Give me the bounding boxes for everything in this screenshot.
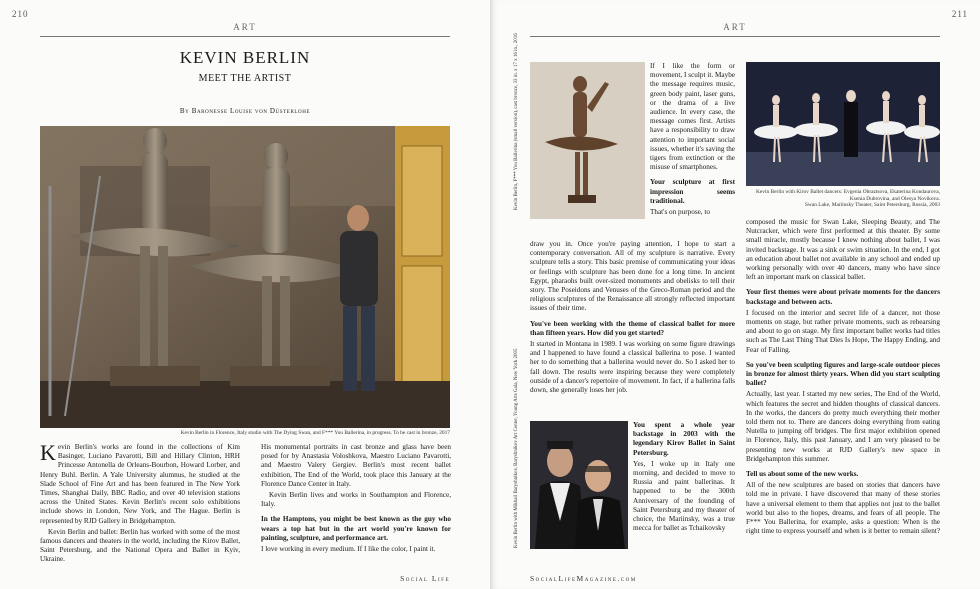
portrait-photo	[530, 421, 628, 549]
portraits-paragraph: His monumental portraits in cast bronze and glass have been posed for by Anastasia Voloshkova, Maestro Luciano Pavarotti, and Maestro Valery Gergiev. Berlin's most recent ballet exhibition, The End of the World, took place this January at the Florence Dance Center in Italy.	[261, 443, 451, 488]
question-backstage: You spent a whole year backstage in 2003 with the legendary Kirov Ballet in Saint Petersburg.	[633, 421, 735, 457]
footer-website: SocialLifeMagazine.com	[530, 574, 637, 583]
ballet-caption-line-2: Ksenia Dubrovina, and Olesya Novikova.	[849, 195, 940, 202]
answer-private-moments: I focused on the interior and secret life of a dancer, not those moments on stage, but rather private moments, such as rehearsing and about to go on stage. My first important ballet works had titles such as The Last Thing That Dies Is Hope, The Happy Ending, and Fear of Falling.	[746, 308, 940, 354]
answer-traditional-start: That's on purpose, to	[650, 208, 710, 217]
footer-magazine: Social Life	[400, 574, 450, 583]
answer-traditional: draw you in. Once you're paying attention, I hope to start a contemporary conversation. All of my sculpture is narrative. Every sculpture tells a story. This basic premise of communicating your ideas or feelings with sculpture has been done for a long time. In ancient Egypt, pharaohs built over-sized monuments and obelisks to tell their story. The Poseidons and Venuses of the Greco-Roman period and the religious sculptures of the Renaissance all strongly reflected important issues of their time.	[530, 240, 735, 313]
page-number: 210	[12, 9, 29, 19]
first-column	[530, 240, 735, 397]
studio-photo-image	[40, 126, 450, 428]
ballet-caption	[746, 189, 940, 209]
portrait-photo-image	[530, 421, 628, 549]
page-number: 211	[951, 9, 968, 19]
answer-backstage-start: Yes, I woke up in Italy one morning, and decided to move to Russia and paint ballerinas. It happened to be the 300th Anniversary of the founding of Saint Petersburg and my theater of choice, the Mariinsky, was a true mecca for ballet as Tchaikovsky	[633, 459, 735, 533]
mariinsky-paragraph: composed the music for Swan Lake, Sleeping Beauty, and The Nutcracker, which were first performed at this theater. By some small miracle, mostly because I knew nothing about ballet, I was invited backstage. It was a sink or swim situation. In the end, I got an education about ballet not available in any school and ended up working personally with over 40 dancers, many who have since left an important mark on classical ballet.	[746, 218, 940, 282]
question-sculpting-ballet: So you've been sculpting figures and large-scale outdoor pieces in bronze for almost thirty years. When did you start sculpting ballet?	[746, 360, 940, 388]
answer-new-works: All of the new sculptures are based on stories that dancers have told me in private. I have discovered that many of these stories have a universal element to them that applies not just to the ballet world but also to the hopes, dreams, and fears of all people. The F*** You Ballerina, for example, asks a question: When is the right time to express yourself and when is it better to remain silent?	[746, 481, 941, 536]
portrait-caption: Kevin Berlin with Mikhail Baryshnikov, Baryshnikov Art Center, Young Arts Gala, New York 2005	[514, 348, 519, 548]
right-page	[490, 0, 980, 589]
section-label: ART	[233, 22, 257, 32]
article-title: KEVIN BERLIN	[179, 48, 311, 67]
header-rule	[530, 36, 940, 37]
residence-paragraph: Kevin Berlin lives and works in Southampton and Florence, Italy.	[261, 491, 451, 509]
intro-paragraph: Kevin Berlin's works are found in the collections of Kim Basinger, Luciano Pavarotti, Bill and Hillary Clinton, HRH Princesse Antonella de Orleans-Bourbon, Howard Lorber, and Henry Buhl. Berlin. A Yale University alumnus, he studied at the Slade School of Fine Art and has been featured in The New York Times, Shanghai Daily, BBC Radio, and over 40 television stations across the United States. Kevin Berlin's recent solo exhibitions include shows in London, New York, and The Hague. Berlin is represented by RJD Gallery in Bridgehampton.	[40, 440, 240, 525]
sculpture-caption: Kevin Berlin, F*** You Ballerina (small version), cast bronze, 33 in. x 17 x 16 in., 2016	[514, 33, 519, 210]
message-paragraph: If I like the form or movement, I sculpt it. Maybe the message requires music, green body paint, laser guns, or the drama of a live audience. In every case, the message comes first. Artists have a responsibility to draw attention to important social issues, whether it's saving the tigers from extinction or the misuse of smartphones.	[650, 62, 735, 172]
question-new-works: Tell us about some of the new works.	[746, 470, 859, 479]
ballet-caption-line-1: Kevin Berlin with Kirov Ballet dancers: Evgenia Obraztsova, Ekaterina Kondaurova,	[756, 189, 940, 195]
intro-column-right	[650, 62, 735, 219]
question-ballet-start: You've been working with the theme of classical ballet for more than fifteen years. How did you get started?	[530, 319, 735, 337]
section-label: ART	[723, 22, 747, 32]
question-traditional: Your sculpture at first impression seems traditional.	[650, 178, 735, 205]
intro-column	[40, 440, 240, 567]
answer-ballet-start: It started in Montana in 1989. I was working on some figure drawings and I happened to have found a classical ballerina to pose. I wanted her to do something that a ballerina would never do. So I asked her to fall down. The results were inspiring because they were completely outside of a dancer's repertoire of movement. In fact, if a ballerina falls down, she generally loses her job.	[530, 340, 735, 395]
drop-cap: K	[40, 440, 56, 465]
header-rule	[40, 36, 450, 37]
ballet-caption-line-3: Swan Lake, Mariinsky Theater, Saint Petersburg, Russia, 2003	[804, 202, 940, 209]
byline: By Baronesse Louise von Düsterlohe	[179, 107, 311, 115]
question-hamptons: In the Hamptons, you might be best known as the guy who wears a top hat but in the art world you're known for painting, sculpture, and performance art.	[261, 515, 451, 542]
ballet-photo-image	[746, 62, 940, 186]
photo-caption: Kevin Berlin in Florence, Italy studio with The Dying Swan, and F*** You Ballerina, in progress. To be cast in bronze, 2017	[180, 430, 450, 436]
ballet-paragraph: Kevin Berlin and ballet: Berlin has worked with some of the most famous dancers and theaters in the world, including the Kirov Ballet, Saint Petersburg, and the National Opera and Ballet in Kyiv, Ukraine.	[40, 527, 240, 564]
second-column-right	[746, 218, 940, 539]
question-private-moments: Your first themes were about private moments for the dancers backstage and between acts.	[746, 288, 940, 306]
sculpture-photo-image	[530, 62, 645, 219]
answer-hamptons: I love working in every medium. If I like the color, I paint it.	[261, 545, 436, 554]
ballet-photo	[746, 62, 940, 186]
second-column	[261, 443, 451, 556]
sculpture-photo	[530, 62, 645, 219]
answer-sculpting-ballet: Actually, last year. I started my new series, The End of the World, which features the secret and hidden thoughts of classical dancers. In the works, the dancers do pretty much everything their mother told them not to. There are dancers doing everything from eating Nutella to jumping off bridges. The first major exhibition opened in Florence, Italy, this past January, and I am very pleased to be presenting new works at RJD Gallery's new space in Bridgehampton this summer.	[746, 390, 940, 463]
studio-photo	[40, 126, 450, 428]
article-subtitle: MEET THE ARTIST	[198, 73, 292, 84]
backstage-column	[633, 421, 735, 535]
